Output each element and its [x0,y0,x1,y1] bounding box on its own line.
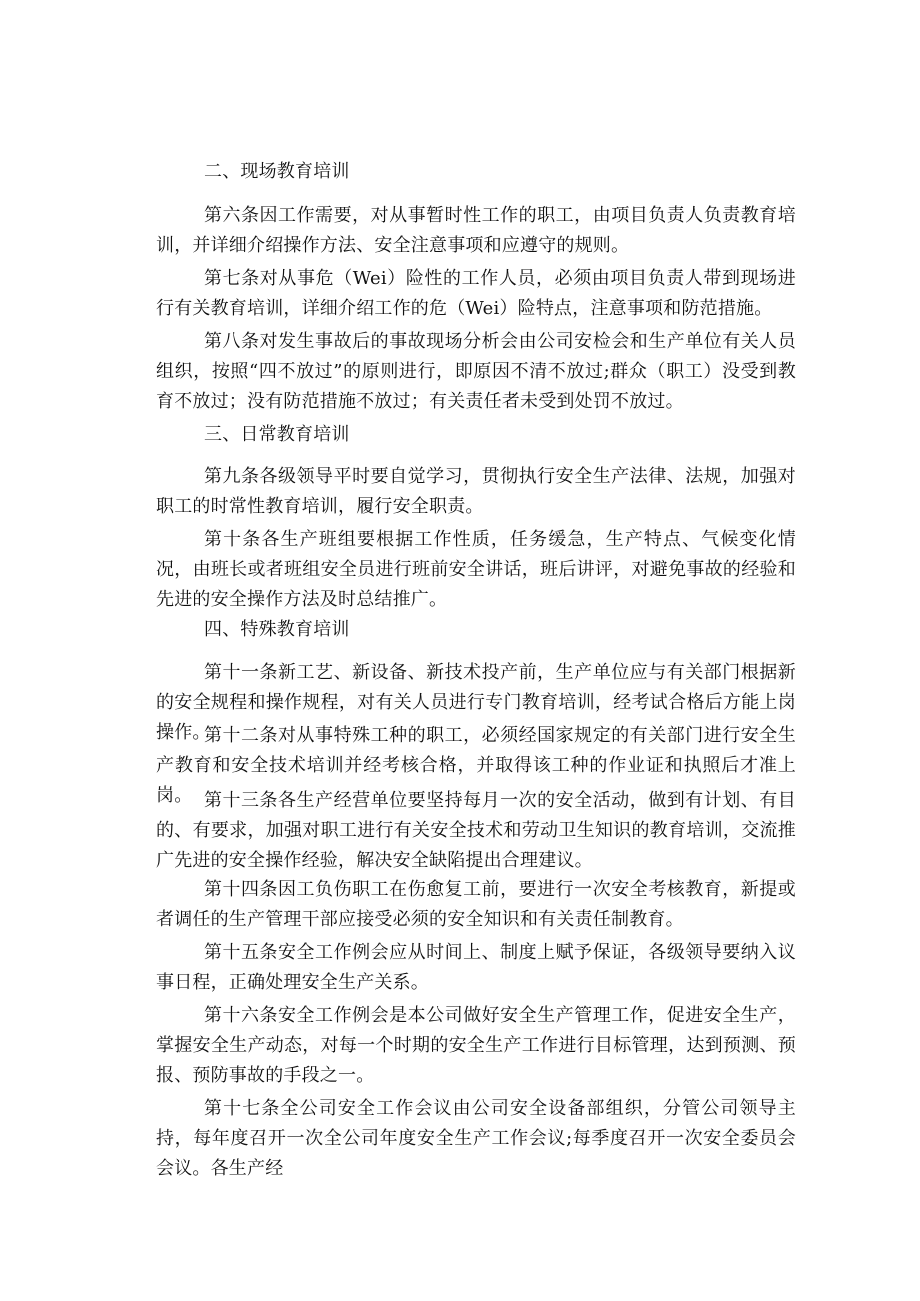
article-8-paragraph [156,327,796,417]
section-heading-onsite-training: 二、现场教育培训 [204,161,350,182]
section-heading-daily-training: 三、日常教育培训 [204,424,350,445]
paragraph: 第十一条新工艺、新设备、新技术投产前，生产单位应与有关部门根据新的安全规程和操作规程，对有关人员进行专门教育培训，经考试合格后方能上岗操作。 [156,662,796,743]
paragraph: 第十条各生产班组要根据工作性质，任务缓急，生产特点、气候变化情况，由班长或者班组安全员进行班前安全讲话，班后讲评，对避免事故的经验和先进的安全操作方法及时总结推广。 [156,529,796,610]
paragraph: 第九条各级领导平时要自觉学习，贯彻执行安全生产法律、法规，加强对职工的时常性教育培训，履行安全职责。 [156,466,796,517]
paragraph: 第七条对从事危（Wei）险性的工作人员，必须由项目负责人带到现场进行有关教育培训，详细介绍工作的危（Wei）险特点，注意事项和防范措施。 [156,268,796,319]
article-10-paragraph [156,525,796,615]
paragraph: 第十二条对从事特殊工种的职工，必须经国家规定的有关部门进行安全生产教育和安全技术培训并经考核合格，并取得该工种的作业证和执照后才准上岗。 [156,725,796,806]
paragraph: 第十三条各生产经营单位要坚持每月一次的安全活动，做到有计划、有目的、有要求，加强对职工进行有关安全技术和劳动卫生知识的教育培训，交流推广先进的安全操作经验，解决安全缺陷提出合理建议。 [156,790,796,871]
paragraph: 第十四条因工负伤职工在伤愈复工前，要进行一次安全考核教育，新提或者调任的生产管理干部应接受必须的安全知识和有关责任制教育。 [156,879,796,930]
section-heading-special-training: 四、特殊教育培训 [204,619,350,640]
paragraph: 第十六条安全工作例会是本公司做好安全生产管理工作，促进安全生产，掌握安全生产动态，对每一个时期的安全生产工作进行目标管理，达到预测、预报、预防事故的手段之一。 [156,1005,796,1086]
paragraph: 第十七条全公司安全工作会议由公司安全设备部组织，分管公司领导主持，每年度召开一次全公司年度安全生产工作会议;每季度召开一次安全委员会会议。各生产经 [156,1098,796,1179]
article-14-paragraph [156,875,796,935]
paragraph: 第六条因工作需要，对从事暂时性工作的职工，由项目负责人负责教育培训，并详细介绍操作方法、安全注意事项和应遵守的规则。 [156,205,796,256]
paragraph: 第八条对发生事故后的事故现场分析会由公司安检会和生产单位有关人员组织，按照“四不放过”的原则进行，即原因不清不放过;群众（职工）没受到教育不放过；没有防范措施不放过；有关责任者未受到处罚不放过。 [156,331,796,412]
article-16-paragraph [156,1001,796,1091]
article-6-paragraph [156,201,796,261]
article-15-paragraph [156,938,796,998]
article-17-paragraph [156,1094,796,1184]
article-9-paragraph [156,462,796,522]
article-7-paragraph [156,264,796,324]
article-13-paragraph [156,786,796,876]
paragraph: 第十五条安全工作例会应从时间上、制度上赋予保证，各级领导要纳入议事日程，正确处理安全生产关系。 [156,942,796,993]
